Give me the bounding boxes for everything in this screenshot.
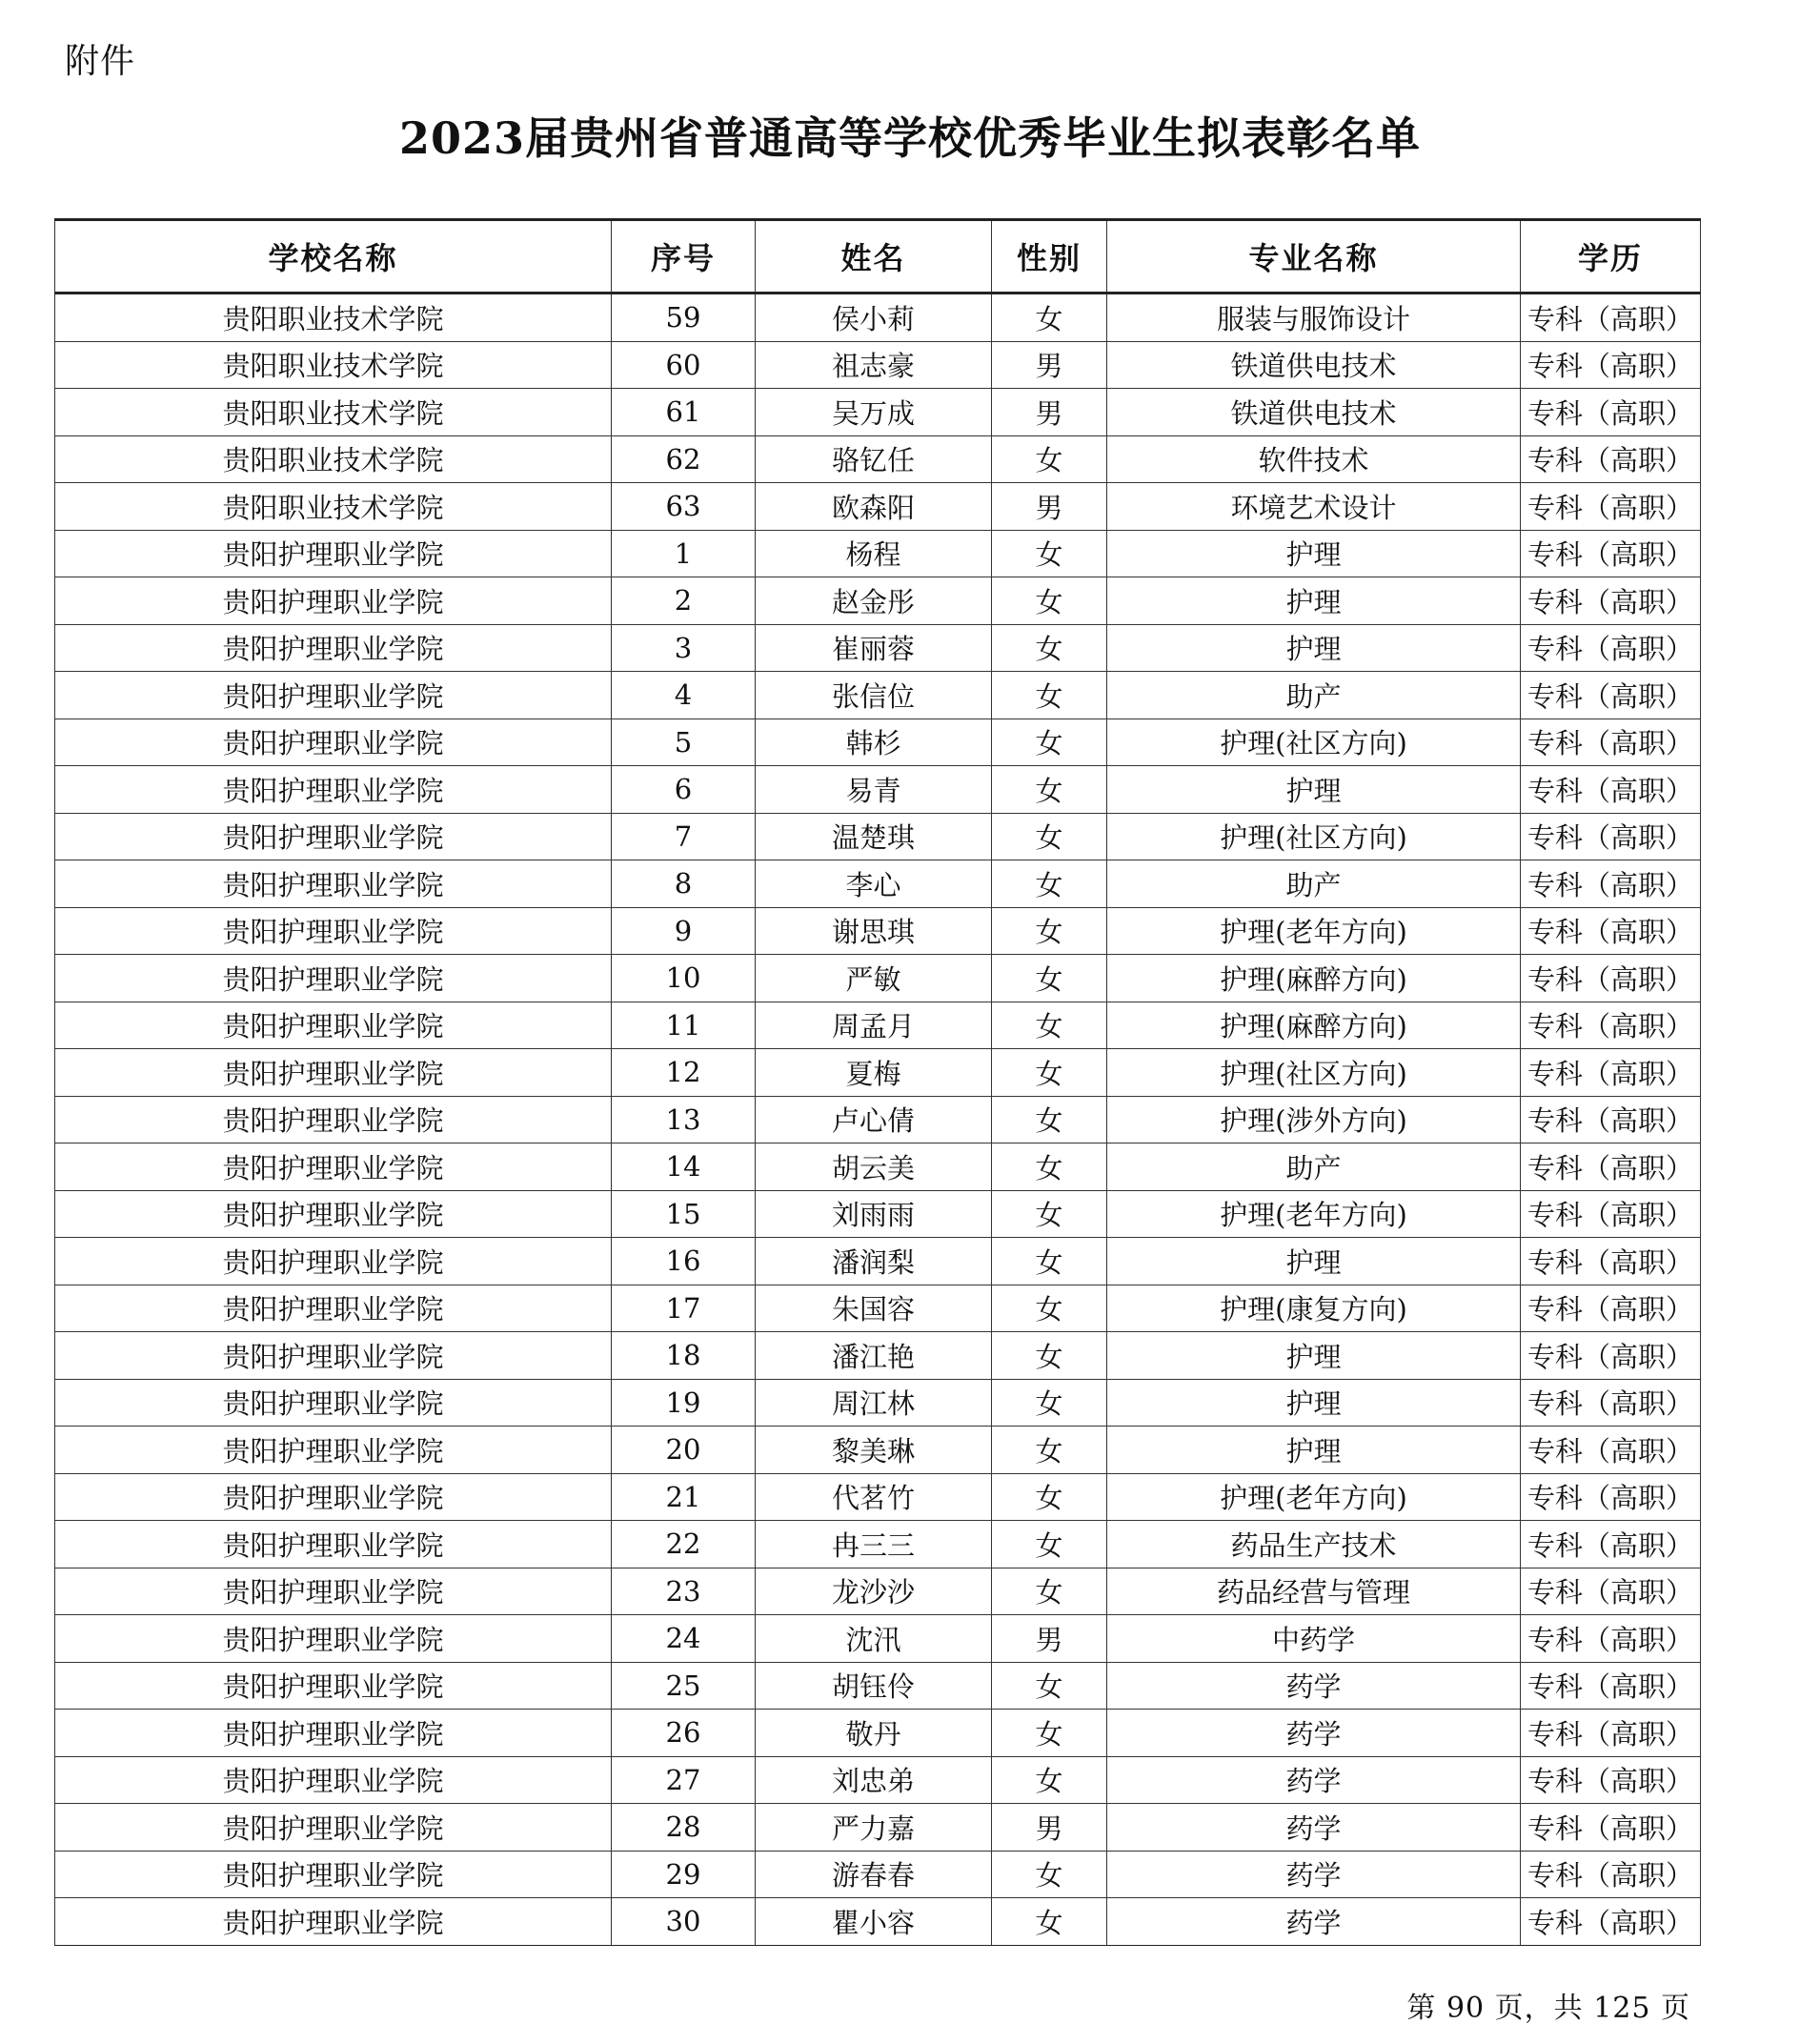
table-row: [55, 341, 1701, 389]
cell-degree: 专科（高职）: [1521, 1521, 1701, 1568]
cell-major: 护理: [1107, 530, 1521, 577]
cell-gender: 女: [992, 1851, 1107, 1898]
cell-seq: 26: [612, 1710, 756, 1757]
cell-degree: 专科（高职）: [1521, 1473, 1701, 1521]
cell-school: 贵阳护理职业学院: [55, 672, 612, 719]
table-row: [55, 718, 1701, 766]
cell-major: 护理(麻醉方向): [1107, 1002, 1521, 1049]
cell-degree: 专科（高职）: [1521, 1756, 1701, 1804]
cell-degree: 专科（高职）: [1521, 1710, 1701, 1757]
cell-name: 瞿小容: [756, 1898, 992, 1946]
cell-name: 游春春: [756, 1851, 992, 1898]
cell-school: 贵阳护理职业学院: [55, 1332, 612, 1380]
cell-degree: 专科（高职）: [1521, 672, 1701, 719]
cell-major: 护理: [1107, 1238, 1521, 1285]
table-row: [55, 1898, 1701, 1946]
cell-major: 药学: [1107, 1662, 1521, 1710]
cell-name: 崔丽蓉: [756, 624, 992, 672]
cell-gender: 女: [992, 1049, 1107, 1097]
cell-degree: 专科（高职）: [1521, 1851, 1701, 1898]
cell-school: 贵阳护理职业学院: [55, 907, 612, 955]
table-row: [55, 1049, 1701, 1097]
cell-school: 贵阳护理职业学院: [55, 530, 612, 577]
cell-degree: 专科（高职）: [1521, 293, 1701, 342]
cell-seq: 27: [612, 1756, 756, 1804]
table-row: [55, 624, 1701, 672]
table-row: [55, 1521, 1701, 1568]
cell-major: 中药学: [1107, 1615, 1521, 1663]
cell-name: 谢思琪: [756, 907, 992, 955]
table-row: [55, 907, 1701, 955]
cell-degree: 专科（高职）: [1521, 1568, 1701, 1615]
cell-gender: 女: [992, 718, 1107, 766]
cell-school: 贵阳职业技术学院: [55, 483, 612, 531]
column-header-school: 学校名称: [55, 220, 612, 293]
cell-gender: 女: [992, 1143, 1107, 1191]
table-row: [55, 389, 1701, 436]
cell-degree: 专科（高职）: [1521, 435, 1701, 483]
cell-name: 潘润梨: [756, 1238, 992, 1285]
cell-degree: 专科（高职）: [1521, 389, 1701, 436]
cell-gender: 女: [992, 1898, 1107, 1946]
page-number: 第 90 页，共 125 页: [1406, 1992, 1690, 2025]
cell-name: 韩杉: [756, 718, 992, 766]
cell-major: 药学: [1107, 1898, 1521, 1946]
cell-school: 贵阳职业技术学院: [55, 435, 612, 483]
cell-seq: 24: [612, 1615, 756, 1663]
cell-gender: 女: [992, 1568, 1107, 1615]
cell-gender: 女: [992, 1238, 1107, 1285]
cell-seq: 8: [612, 860, 756, 908]
cell-seq: 29: [612, 1851, 756, 1898]
cell-seq: 14: [612, 1143, 756, 1191]
cell-name: 朱国容: [756, 1285, 992, 1332]
cell-name: 敬丹: [756, 1710, 992, 1757]
table-row: [55, 1756, 1701, 1804]
cell-school: 贵阳护理职业学院: [55, 1568, 612, 1615]
table-body: [55, 293, 1701, 1946]
cell-gender: 女: [992, 1521, 1107, 1568]
cell-name: 杨程: [756, 530, 992, 577]
cell-school: 贵阳护理职业学院: [55, 1804, 612, 1852]
cell-degree: 专科（高职）: [1521, 530, 1701, 577]
cell-school: 贵阳护理职业学院: [55, 1143, 612, 1191]
cell-school: 贵阳护理职业学院: [55, 1049, 612, 1097]
cell-major: 软件技术: [1107, 435, 1521, 483]
cell-school: 贵阳职业技术学院: [55, 341, 612, 389]
cell-school: 贵阳护理职业学院: [55, 577, 612, 625]
cell-school: 贵阳护理职业学院: [55, 955, 612, 1002]
cell-major: 药学: [1107, 1710, 1521, 1757]
cell-major: 护理(老年方向): [1107, 1473, 1521, 1521]
cell-major: 环境艺术设计: [1107, 483, 1521, 531]
cell-seq: 21: [612, 1473, 756, 1521]
cell-seq: 18: [612, 1332, 756, 1380]
cell-degree: 专科（高职）: [1521, 1898, 1701, 1946]
cell-major: 护理(社区方向): [1107, 813, 1521, 860]
cell-name: 沈汛: [756, 1615, 992, 1663]
cell-degree: 专科（高职）: [1521, 1238, 1701, 1285]
cell-degree: 专科（高职）: [1521, 483, 1701, 531]
cell-major: 护理(老年方向): [1107, 907, 1521, 955]
cell-seq: 63: [612, 483, 756, 531]
cell-gender: 女: [992, 293, 1107, 342]
cell-degree: 专科（高职）: [1521, 813, 1701, 860]
cell-degree: 专科（高职）: [1521, 766, 1701, 814]
cell-major: 护理: [1107, 1332, 1521, 1380]
cell-school: 贵阳护理职业学院: [55, 860, 612, 908]
cell-major: 护理: [1107, 1427, 1521, 1474]
table-row: [55, 530, 1701, 577]
cell-seq: 2: [612, 577, 756, 625]
cell-school: 贵阳护理职业学院: [55, 1473, 612, 1521]
cell-gender: 女: [992, 1002, 1107, 1049]
cell-degree: 专科（高职）: [1521, 718, 1701, 766]
cell-school: 贵阳护理职业学院: [55, 1285, 612, 1332]
cell-school: 贵阳护理职业学院: [55, 1756, 612, 1804]
cell-name: 张信位: [756, 672, 992, 719]
cell-gender: 女: [992, 1756, 1107, 1804]
cell-major: 药学: [1107, 1851, 1521, 1898]
cell-degree: 专科（高职）: [1521, 624, 1701, 672]
cell-gender: 男: [992, 483, 1107, 531]
cell-degree: 专科（高职）: [1521, 1143, 1701, 1191]
table-row: [55, 955, 1701, 1002]
cell-major: 助产: [1107, 860, 1521, 908]
cell-school: 贵阳护理职业学院: [55, 1615, 612, 1663]
cell-degree: 专科（高职）: [1521, 1379, 1701, 1427]
cell-name: 李心: [756, 860, 992, 908]
cell-degree: 专科（高职）: [1521, 955, 1701, 1002]
cell-name: 黎美琳: [756, 1427, 992, 1474]
cell-major: 服装与服饰设计: [1107, 293, 1521, 342]
cell-school: 贵阳护理职业学院: [55, 1096, 612, 1143]
cell-name: 骆钇任: [756, 435, 992, 483]
cell-name: 胡钰伶: [756, 1662, 992, 1710]
cell-gender: 女: [992, 530, 1107, 577]
cell-seq: 60: [612, 341, 756, 389]
cell-name: 潘江艳: [756, 1332, 992, 1380]
table-row: [55, 860, 1701, 908]
cell-seq: 11: [612, 1002, 756, 1049]
cell-major: 助产: [1107, 1143, 1521, 1191]
table-row: [55, 1427, 1701, 1474]
cell-major: 药学: [1107, 1756, 1521, 1804]
cell-gender: 女: [992, 435, 1107, 483]
cell-gender: 女: [992, 624, 1107, 672]
cell-school: 贵阳护理职业学院: [55, 1851, 612, 1898]
cell-name: 侯小莉: [756, 293, 992, 342]
cell-major: 药品生产技术: [1107, 1521, 1521, 1568]
cell-gender: 男: [992, 389, 1107, 436]
cell-seq: 22: [612, 1521, 756, 1568]
cell-gender: 女: [992, 1332, 1107, 1380]
cell-name: 代茗竹: [756, 1473, 992, 1521]
cell-gender: 女: [992, 1662, 1107, 1710]
cell-seq: 3: [612, 624, 756, 672]
column-header-name: 姓名: [756, 220, 992, 293]
cell-major: 护理(社区方向): [1107, 718, 1521, 766]
cell-name: 温楚琪: [756, 813, 992, 860]
cell-major: 铁道供电技术: [1107, 389, 1521, 436]
table-row: [55, 1332, 1701, 1380]
cell-degree: 专科（高职）: [1521, 1804, 1701, 1852]
cell-seq: 4: [612, 672, 756, 719]
cell-name: 严力嘉: [756, 1804, 992, 1852]
cell-school: 贵阳护理职业学院: [55, 624, 612, 672]
table-row: [55, 672, 1701, 719]
cell-degree: 专科（高职）: [1521, 1662, 1701, 1710]
cell-seq: 17: [612, 1285, 756, 1332]
cell-name: 龙沙沙: [756, 1568, 992, 1615]
cell-gender: 女: [992, 1379, 1107, 1427]
table-row: [55, 813, 1701, 860]
cell-gender: 女: [992, 577, 1107, 625]
table-row: [55, 577, 1701, 625]
cell-seq: 1: [612, 530, 756, 577]
cell-name: 祖志豪: [756, 341, 992, 389]
cell-seq: 9: [612, 907, 756, 955]
cell-gender: 女: [992, 1473, 1107, 1521]
cell-school: 贵阳护理职业学院: [55, 1002, 612, 1049]
cell-seq: 7: [612, 813, 756, 860]
table-row: [55, 1190, 1701, 1238]
cell-major: 药品经营与管理: [1107, 1568, 1521, 1615]
column-header-degree: 学历: [1521, 220, 1701, 293]
cell-major: 护理(麻醉方向): [1107, 955, 1521, 1002]
cell-school: 贵阳护理职业学院: [55, 813, 612, 860]
table-row: [55, 1143, 1701, 1191]
cell-name: 刘忠弟: [756, 1756, 992, 1804]
cell-name: 欧森阳: [756, 483, 992, 531]
cell-school: 贵阳护理职业学院: [55, 1427, 612, 1474]
cell-seq: 12: [612, 1049, 756, 1097]
table-row: [55, 1379, 1701, 1427]
cell-major: 护理(康复方向): [1107, 1285, 1521, 1332]
cell-seq: 16: [612, 1238, 756, 1285]
table-row: [55, 1851, 1701, 1898]
cell-seq: 13: [612, 1096, 756, 1143]
cell-seq: 6: [612, 766, 756, 814]
table-row: [55, 1662, 1701, 1710]
table-header: [55, 220, 1701, 293]
cell-name: 易青: [756, 766, 992, 814]
cell-degree: 专科（高职）: [1521, 1096, 1701, 1143]
cell-gender: 女: [992, 1096, 1107, 1143]
cell-school: 贵阳护理职业学院: [55, 718, 612, 766]
cell-seq: 19: [612, 1379, 756, 1427]
cell-school: 贵阳护理职业学院: [55, 1238, 612, 1285]
cell-major: 护理(社区方向): [1107, 1049, 1521, 1097]
cell-gender: 女: [992, 1285, 1107, 1332]
table-row: [55, 1096, 1701, 1143]
cell-gender: 女: [992, 907, 1107, 955]
cell-school: 贵阳护理职业学院: [55, 1662, 612, 1710]
cell-gender: 男: [992, 341, 1107, 389]
cell-major: 助产: [1107, 672, 1521, 719]
table-row: [55, 1002, 1701, 1049]
cell-degree: 专科（高职）: [1521, 1190, 1701, 1238]
header-row: [55, 220, 1701, 293]
cell-major: 护理: [1107, 766, 1521, 814]
column-header-gender: 性别: [992, 220, 1107, 293]
cell-degree: 专科（高职）: [1521, 907, 1701, 955]
cell-gender: 女: [992, 1427, 1107, 1474]
cell-school: 贵阳职业技术学院: [55, 293, 612, 342]
cell-gender: 男: [992, 1804, 1107, 1852]
cell-school: 贵阳护理职业学院: [55, 1379, 612, 1427]
cell-gender: 男: [992, 1615, 1107, 1663]
cell-seq: 61: [612, 389, 756, 436]
table-row: [55, 293, 1701, 342]
cell-seq: 10: [612, 955, 756, 1002]
attachment-label: 附件: [65, 42, 136, 81]
cell-seq: 30: [612, 1898, 756, 1946]
cell-degree: 专科（高职）: [1521, 1002, 1701, 1049]
table-row: [55, 435, 1701, 483]
cell-school: 贵阳职业技术学院: [55, 389, 612, 436]
cell-gender: 女: [992, 1710, 1107, 1757]
cell-degree: 专科（高职）: [1521, 1332, 1701, 1380]
cell-school: 贵阳护理职业学院: [55, 766, 612, 814]
cell-gender: 女: [992, 1190, 1107, 1238]
cell-seq: 15: [612, 1190, 756, 1238]
table-row: [55, 1804, 1701, 1852]
table-row: [55, 1615, 1701, 1663]
cell-degree: 专科（高职）: [1521, 860, 1701, 908]
table-row: [55, 1473, 1701, 1521]
cell-seq: 5: [612, 718, 756, 766]
cell-seq: 59: [612, 293, 756, 342]
cell-name: 吴万成: [756, 389, 992, 436]
page-title: 2023届贵州省普通高等学校优秀毕业生拟表彰名单: [398, 112, 1422, 164]
cell-name: 周孟月: [756, 1002, 992, 1049]
honor-roster-table: [54, 218, 1701, 1946]
cell-name: 夏梅: [756, 1049, 992, 1097]
cell-degree: 专科（高职）: [1521, 577, 1701, 625]
cell-name: 冉三三: [756, 1521, 992, 1568]
table-row: [55, 1238, 1701, 1285]
cell-school: 贵阳护理职业学院: [55, 1190, 612, 1238]
cell-seq: 25: [612, 1662, 756, 1710]
cell-degree: 专科（高职）: [1521, 1285, 1701, 1332]
cell-major: 护理(老年方向): [1107, 1190, 1521, 1238]
cell-seq: 23: [612, 1568, 756, 1615]
cell-degree: 专科（高职）: [1521, 1615, 1701, 1663]
cell-school: 贵阳护理职业学院: [55, 1898, 612, 1946]
cell-major: 护理: [1107, 624, 1521, 672]
cell-gender: 女: [992, 955, 1107, 1002]
column-header-major: 专业名称: [1107, 220, 1521, 293]
cell-seq: 20: [612, 1427, 756, 1474]
table-row: [55, 766, 1701, 814]
cell-gender: 女: [992, 766, 1107, 814]
cell-seq: 28: [612, 1804, 756, 1852]
cell-name: 周江林: [756, 1379, 992, 1427]
cell-major: 护理: [1107, 577, 1521, 625]
cell-gender: 女: [992, 860, 1107, 908]
cell-name: 胡云美: [756, 1143, 992, 1191]
table-row: [55, 1568, 1701, 1615]
cell-gender: 女: [992, 672, 1107, 719]
cell-seq: 62: [612, 435, 756, 483]
cell-major: 铁道供电技术: [1107, 341, 1521, 389]
table-row: [55, 483, 1701, 531]
cell-school: 贵阳护理职业学院: [55, 1710, 612, 1757]
cell-name: 赵金彤: [756, 577, 992, 625]
column-header-seq: 序号: [612, 220, 756, 293]
cell-major: 护理(涉外方向): [1107, 1096, 1521, 1143]
cell-name: 卢心倩: [756, 1096, 992, 1143]
cell-school: 贵阳护理职业学院: [55, 1521, 612, 1568]
cell-degree: 专科（高职）: [1521, 1427, 1701, 1474]
cell-major: 药学: [1107, 1804, 1521, 1852]
cell-degree: 专科（高职）: [1521, 1049, 1701, 1097]
cell-degree: 专科（高职）: [1521, 341, 1701, 389]
table-row: [55, 1285, 1701, 1332]
cell-major: 护理: [1107, 1379, 1521, 1427]
cell-gender: 女: [992, 813, 1107, 860]
cell-name: 严敏: [756, 955, 992, 1002]
table-row: [55, 1710, 1701, 1757]
cell-name: 刘雨雨: [756, 1190, 992, 1238]
